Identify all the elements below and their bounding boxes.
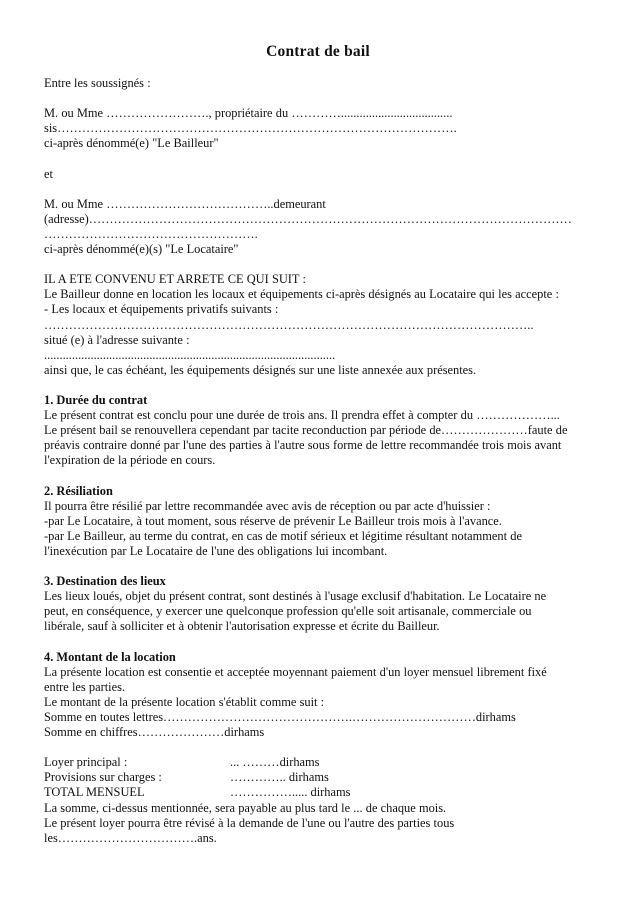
section-line: entre les parties.	[44, 679, 126, 694]
somme-en-lettres-line: Somme en toutes lettres……………………………………….…………………………dirhams	[44, 709, 516, 724]
spacer	[44, 257, 592, 272]
section-heading: 3. Destination des lieux	[44, 574, 166, 589]
fee-label: TOTAL MENSUEL	[44, 785, 145, 800]
section-line: Le présent contrat est conclu pour une durée de trois ans. Il prendra effet à compter du ………………...	[44, 408, 560, 423]
party2-line-2: (adresse)………………………………………………………………………………………………………	[44, 211, 572, 226]
intro-opening: Entre les soussignés :	[44, 76, 151, 90]
spacer	[44, 378, 592, 393]
section-line: peut, en conséquence, y exercer une quelconque profession qu'elle soit artisanale, commerciale ou	[44, 604, 532, 619]
spacer	[44, 182, 592, 197]
section-line: -par Le Locataire, à tout moment, sous réserve de prévenir Le Bailleur trois mois à l'avance.	[44, 513, 502, 528]
spacer	[44, 740, 592, 755]
intro-section	[44, 76, 592, 257]
party2-designation: ci-après dénommé(e)(s) "Le Locataire"	[44, 242, 239, 257]
agreement-section	[44, 272, 592, 378]
agreement-line-4: ainsi que, le cas échéant, les équipements désignés sur une liste annexée aux présentes.	[44, 362, 477, 377]
fee-label: Loyer principal :	[44, 755, 128, 770]
agreement-heading: IL A ETE CONVENU ET ARRETE CE QUI SUIT :	[44, 272, 306, 287]
agreement-dots-2: ..............................................................................................	[44, 347, 336, 362]
section-line: La présente location est consentie et acceptée moyennant paiement d'un loyer mensuel librement fixé	[44, 664, 547, 679]
fee-value: ……………..... dirhams	[230, 785, 351, 800]
fee-value: ... ………dirhams	[230, 755, 320, 770]
fee-note: La somme, ci-dessus mentionnée, sera payable au plus tard le ... de chaque mois.	[44, 800, 447, 815]
spacer	[44, 634, 592, 649]
somme-en-chiffres-line: Somme en chiffres…………………dirhams	[44, 725, 265, 740]
section-heading: 1. Durée du contrat	[44, 392, 148, 407]
fee-note: les…………………………….ans.	[44, 830, 217, 845]
section-line: l'inexécution par Le Locataire de l'une des obligations lui incombant.	[44, 543, 388, 558]
spacer	[44, 468, 592, 483]
section-line: Il pourra être résilié par lettre recommandée avec avis de réception ou par acte d'huissier :	[44, 498, 491, 513]
party2-line-3: …………………………………………….	[44, 226, 258, 241]
section-heading: 4. Montant de la location	[44, 649, 176, 664]
agreement-line-1: Le Bailleur donne en location les locaux et équipements ci-après désignés au Locataire qui les accepte :	[44, 287, 559, 302]
section-resiliation	[44, 484, 592, 559]
section-destination	[44, 574, 592, 634]
table-row	[44, 770, 592, 785]
table-row	[44, 785, 592, 800]
section-montant	[44, 650, 592, 741]
fee-breakdown-table	[44, 755, 592, 800]
agreement-line-3: situé (e) à l'adresse suivante :	[44, 332, 190, 347]
section-heading: 2. Résiliation	[44, 483, 113, 498]
party2-line-1: M. ou Mme …………………………………..demeurant	[44, 196, 326, 211]
fee-value: ………….. dirhams	[230, 770, 329, 785]
spacer	[44, 151, 592, 166]
party1-line-2: sis…………………………………………………………………………………….	[44, 121, 457, 136]
document-body	[44, 62, 592, 846]
page-title: Contrat de bail	[266, 43, 370, 60]
fee-note: Le présent loyer pourra être révisé à la demande de l'une ou l'autre des parties tous	[44, 815, 455, 830]
table-row	[44, 755, 592, 770]
section-line: -par Le Bailleur, au terme du contrat, en cas de motif sérieux et légitime résultant notamment de	[44, 528, 522, 543]
section-line: libérale, sauf à solliciter et à obtenir l'autorisation expresse et écrite du Bailleur.	[44, 619, 440, 634]
section-line: Le montant de la présente location s'établit comme suit :	[44, 694, 325, 709]
section-duree	[44, 393, 592, 468]
intro-conjunction: et	[44, 166, 53, 181]
section-line: Le présent bail se renouvellera cependant par tacite reconduction par période de…………………faute de	[44, 423, 568, 438]
fee-label: Provisions sur charges :	[44, 770, 162, 785]
spacer	[44, 559, 592, 574]
agreement-dots-1: ………………………………………………………………………………………………………..	[44, 317, 534, 332]
party1-designation: ci-après dénommé(e) "Le Bailleur"	[44, 136, 219, 151]
section-line: préavis contraire donné par l'une des parties à l'autre sous forme de lettre recommandée trois mois avant	[44, 438, 562, 453]
spacer	[44, 91, 592, 106]
section-line: l'expiration de la période en cours.	[44, 453, 216, 468]
agreement-line-2: - Les locaux et équipements privatifs suivants :	[44, 302, 279, 317]
section-line: Les lieux loués, objet du présent contrat, sont destinés à l'usage exclusif d'habitation. Le Locataire ne	[44, 589, 547, 604]
party1-line-1: M. ou Mme ……………………., propriétaire du …………....................................	[44, 106, 453, 121]
